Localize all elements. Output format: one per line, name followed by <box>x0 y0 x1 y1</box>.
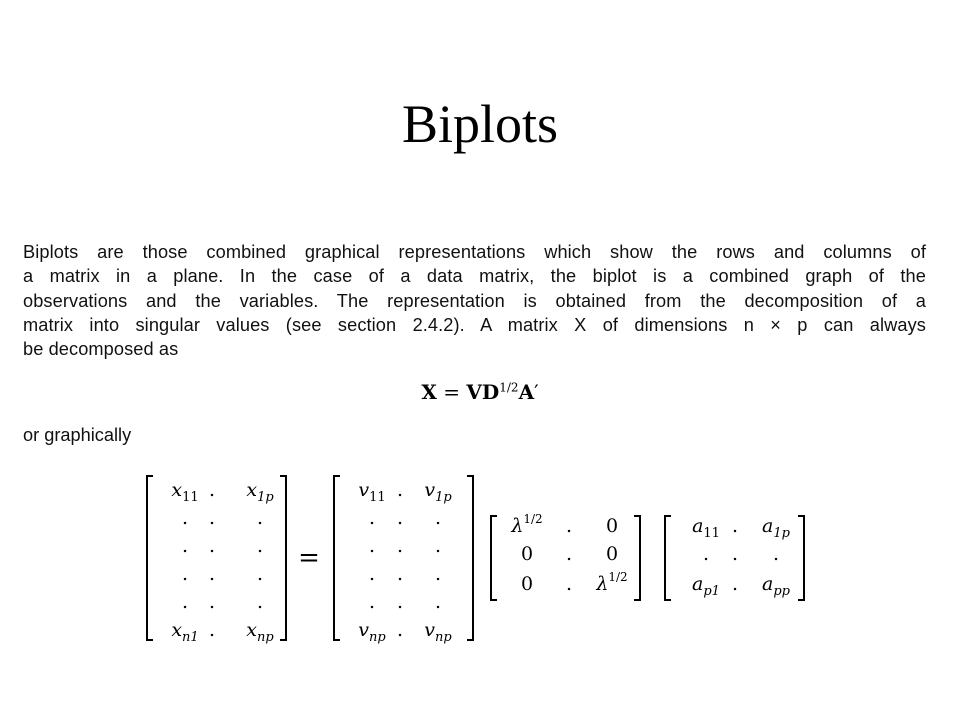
matrix-x-entry: . <box>181 507 189 529</box>
matrix-v-entry: . <box>396 507 404 529</box>
matrix-x-left-bracket <box>147 476 153 640</box>
matrix-d-half-entry: 0 <box>605 515 619 537</box>
matrix-v-entry: . <box>434 535 442 557</box>
matrix-v-entry: . <box>396 591 404 613</box>
matrix-a-prime-entry: . <box>702 543 710 565</box>
decomposition-equation: $X = VD^{1/2}A'$ <box>421 380 539 404</box>
matrix-d-half-entry: 0 <box>520 543 534 565</box>
matrix-x-entry: $x_{1p}$ <box>246 479 274 505</box>
matrix-v-entry: . <box>396 479 404 501</box>
matrix-x-entry: . <box>256 507 264 529</box>
matrix-x-right-bracket <box>280 476 286 640</box>
matrix-d-half-entry: . <box>565 573 573 595</box>
matrix-x-entry: . <box>181 535 189 557</box>
graphically-label: or graphically <box>23 425 132 445</box>
matrix-v-entry: . <box>368 563 376 585</box>
matrix-v-entry: . <box>368 507 376 529</box>
matrix-d-half-entry: . <box>565 515 573 537</box>
matrix-v-entry: $v_{1p}$ <box>424 479 452 505</box>
matrix-v-entry: . <box>396 535 404 557</box>
matrix-d-half-entry: . <box>565 543 573 565</box>
matrix-a-prime-entry: . <box>731 573 739 595</box>
matrix-a-prime-entry: . <box>731 543 739 565</box>
paragraph-line: observations and the variables. The representation is obtained from the decomposition of a <box>23 290 926 311</box>
matrix-a-prime-entry: $a_{p1}$ <box>692 573 720 599</box>
matrix-x-entry: $x_{11}$ <box>171 479 199 505</box>
matrix-x-entry: . <box>208 479 216 501</box>
matrix-a-prime-entry: $a_{1p}$ <box>762 515 790 541</box>
matrix-v-entry: . <box>434 563 442 585</box>
matrix-v-entry: . <box>396 563 404 585</box>
matrix-a-prime-entry: . <box>731 515 739 537</box>
matrix-v-entry: $v_{np}$ <box>358 619 386 645</box>
matrix-a-prime-entry: $a_{11}$ <box>692 515 720 541</box>
matrix-v-entry: . <box>396 619 404 641</box>
matrix-a-prime-right-bracket <box>798 516 804 600</box>
matrix-x-entry: . <box>208 591 216 613</box>
matrix-d-half-entry: $\lambda^{1/2}$ <box>596 570 628 595</box>
matrix-d-half-entry: $\lambda^{1/2}$ <box>511 512 543 537</box>
matrix-v-entry: . <box>368 591 376 613</box>
equals-sign: = <box>298 543 320 573</box>
matrix-v-right-bracket <box>467 476 473 640</box>
matrix-x-entry: . <box>256 591 264 613</box>
matrix-x-entry: . <box>208 619 216 641</box>
matrix-x-entry: . <box>256 563 264 585</box>
matrix-v-entry: . <box>434 591 442 613</box>
matrix-v-entry: $v_{np}$ <box>424 619 452 645</box>
matrix-x-entry: . <box>181 563 189 585</box>
matrix-a-prime-entry: $a_{pp}$ <box>762 573 790 599</box>
paragraph-line: a matrix in a plane. In the case of a data matrix, the biplot is a combined graph of the <box>23 266 926 287</box>
matrix-v-entry: . <box>434 507 442 529</box>
matrix-v-entry: $v_{11}$ <box>358 479 386 505</box>
matrix-x-entry: $x_{n1}$ <box>171 619 199 645</box>
matrix-x-entry: . <box>208 563 216 585</box>
matrix-x-entry: $x_{np}$ <box>246 619 274 645</box>
matrix-x-entry: . <box>208 507 216 529</box>
matrix-v-entry: . <box>368 535 376 557</box>
matrix-a-prime-left-bracket <box>665 516 671 600</box>
paragraph-line: be decomposed as <box>23 339 179 360</box>
matrix-x-entry: . <box>256 535 264 557</box>
matrix-d-half-left-bracket <box>491 516 497 600</box>
matrix-x-entry: . <box>181 591 189 613</box>
matrix-d-half-entry: 0 <box>520 573 534 595</box>
matrix-a-prime-entry: . <box>772 543 780 565</box>
paragraph-line: matrix into singular values (see section 2.4.2). A matrix X of dimensions n × p can always <box>23 314 926 335</box>
matrix-x-entry: . <box>208 535 216 557</box>
matrix-d-half-right-bracket <box>634 516 640 600</box>
matrix-v-left-bracket <box>334 476 340 640</box>
slide-title: Biplots <box>401 94 559 154</box>
paragraph-line: Biplots are those combined graphical representations which show the rows and columns of <box>23 242 926 262</box>
matrix-d-half-entry: 0 <box>605 543 619 565</box>
